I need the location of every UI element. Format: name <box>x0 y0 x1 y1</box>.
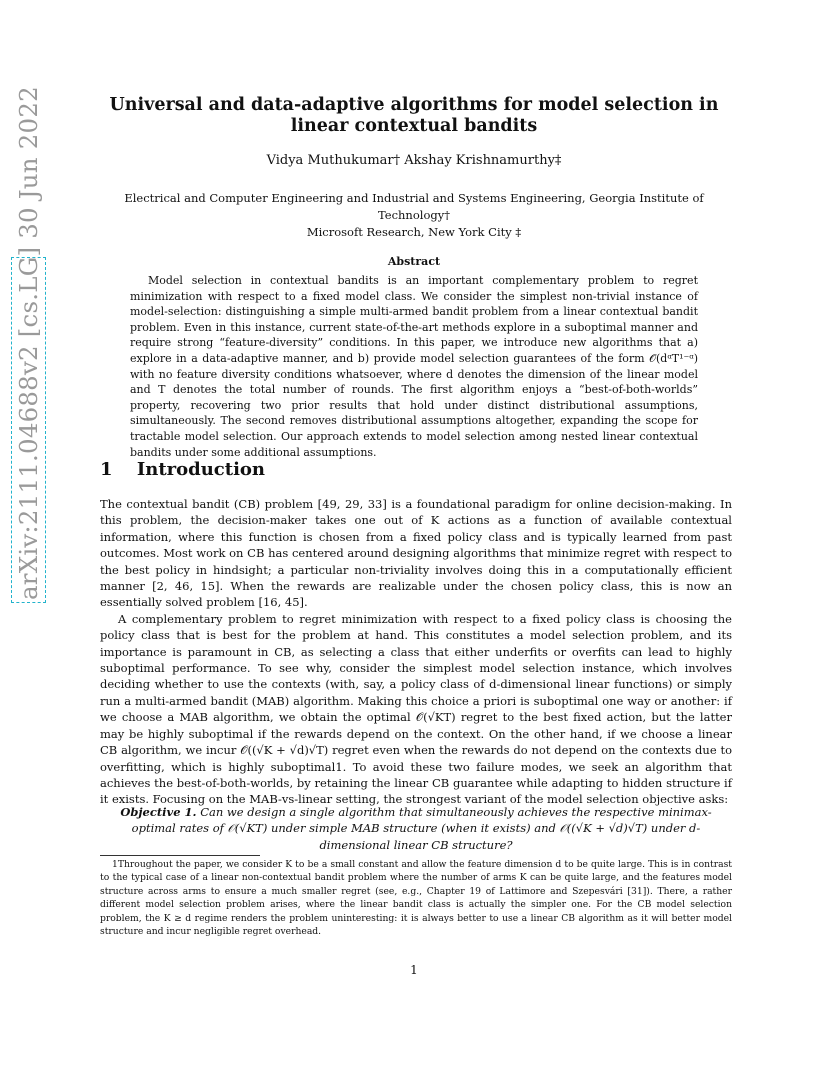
objective-statement <box>100 804 732 853</box>
section-heading <box>100 459 265 480</box>
affiliation-line: Microsoft Research, New York City ‡ <box>306 225 522 239</box>
paragraph: The contextual bandit (CB) problem [49, 29, 33] is a foundational paradigm for online decision-making. In this problem, the decision-maker takes one out of K actions as a function of available contextual information, where this function is chosen from a fixed policy class and is typically learned from past outcomes. Most work on CB has centered around designing algorithms that minimize regret with respect to the best policy in hindsight; a particular non-triviality involves doing this in a computationally efficient manner [2, 46, 15]. When the rewards are realizable under the chosen policy class, this is now an essentially solved problem [16, 45]. <box>100 497 732 610</box>
paper-title: Universal and data-adaptive algorithms for model selection in linear contextual bandits <box>109 95 719 136</box>
footnote-rule <box>100 855 260 856</box>
abstract-heading: Abstract <box>387 255 441 268</box>
author-list: Vidya Muthukumar† Akshay Krishnamurthy‡ <box>266 153 562 168</box>
paragraph: A complementary problem to regret minimization with respect to a fixed policy class is choosing the policy class that is best for the problem at hand. This constitutes a model selection problem, and its importance is paramount in CB, as selecting a class that either underfits or overfits can lead to highly suboptimal performance. To see why, consider the simplest model selection instance, which involves deciding whether to use the contexts (with, say, a policy class of d-dimensional linear functions) or simply run a multi-armed bandit (MAB) algorithm. Making this choice a priori is suboptimal one way or another: if we choose a MAB algorithm, we obtain the optimal 𝒪(√KT) regret to the best fixed action, but the latter may be highly suboptimal if the rewards depend on the context. On the other hand, if we choose a linear CB algorithm, we incur 𝒪((√K + √d)√T) regret even when the rewards do not depend on the contexts due to overfitting, which is highly suboptimal1. To avoid these two failure modes, we seek an algorithm that achieves the best-of-both-worlds, by retaining the linear CB guarantee while adapting to hidden structure if it exists. Focusing on the MAB-vs-linear setting, the strongest variant of the model selection objective asks: <box>100 611 732 807</box>
objective-text: Can we design a single algorithm that simultaneously achieves the respective minimax-optimal rates of 𝒪(√KT) under simple MAB structure (when it exists) and 𝒪((√K + √d)√T) under d-dimensional linear CB structure? <box>131 805 712 852</box>
affiliations <box>100 190 728 241</box>
affiliation-line: Electrical and Computer Engineering and Industrial and Systems Engineering, Georgia Institute of Technology† <box>124 191 704 222</box>
footnote: 1Throughout the paper, we consider K to be a small constant and allow the feature dimension d to be quite large. This is in contrast to the typical case of a linear non-contextual bandit problem where the number of arms K can be quite large, and the features model structure across arms to ensure a much smaller regret (see, e.g., Chapter 19 of Lattimore and Szepesvári [31]). There, a rather different model selection problem arises, where the linear bandit class is actually the simpler one. For the CB model selection problem, the K ≥ d regime renders the problem uninteresting: it is always better to use a linear CB algorithm as it will better model structure and incur negligible regret overhead. <box>100 859 732 938</box>
section-title: Introduction <box>136 459 266 480</box>
page-number: 1 <box>410 963 418 977</box>
section-number: 1 <box>100 459 113 480</box>
body-text <box>100 496 732 808</box>
abstract-text: Model selection in contextual bandits is an important complementary problem to regret minimization with respect to a fixed model class. We consider the simplest non-trivial instance of model-selection: distinguishing a simple multi-armed bandit problem from a linear contextual bandit problem. Even in this instance, current state-of-the-art methods explore in a suboptimal manner and require strong “feature-diversity” conditions. In this paper, we introduce new algorithms that a) explore in a data-adaptive manner, and b) provide model selection guarantees of the form 𝒪(dᵅT¹⁻ᵅ) with no feature diversity conditions whatsoever, where d denotes the dimension of the linear model and T denotes the total number of rounds. The first algorithm enjoys a “best-of-both-worlds” property, recovering two prior results that hold under distinct distributional assumptions, simultaneously. The second removes distributional assumptions altogether, expanding the scope for tractable model selection. Our approach extends to model selection among nested linear contextual bandits under some additional assumptions. <box>130 274 698 459</box>
arxiv-stamp[interactable]: arXiv:2111.04688v2 [cs.LG] 30 Jun 2022 <box>14 86 43 600</box>
objective-label: Objective 1. <box>120 805 197 819</box>
